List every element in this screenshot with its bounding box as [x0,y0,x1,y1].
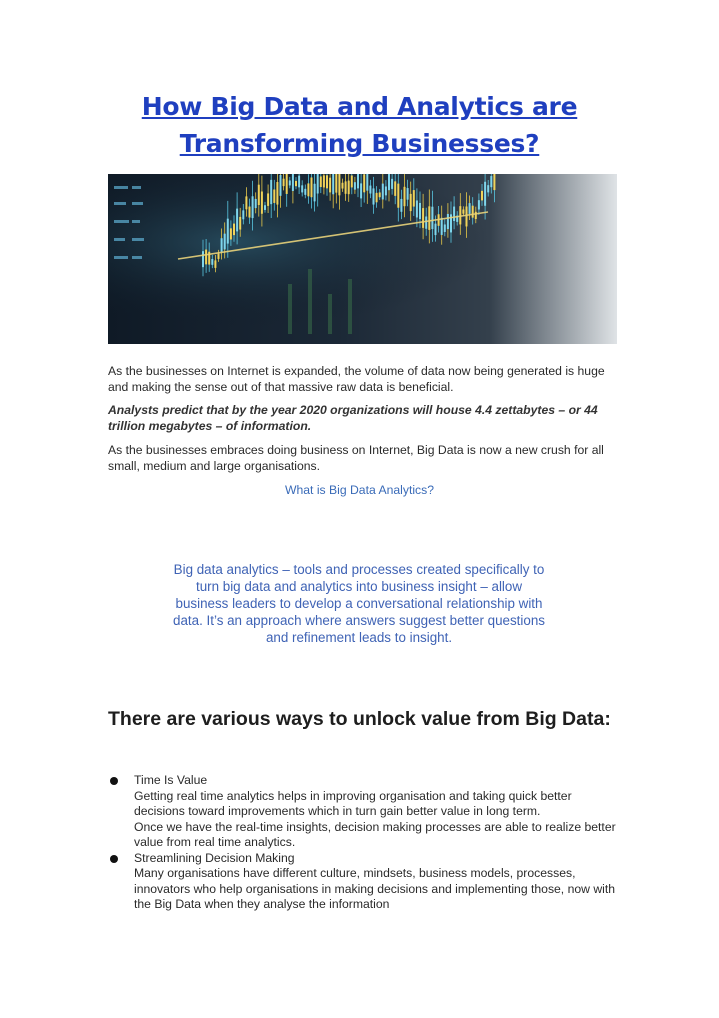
candle-body [376,193,378,202]
candle-body [360,183,362,198]
list-item-title: Streamlining Decision Making [134,850,295,865]
candle-body [261,191,263,213]
candle-body [453,207,455,221]
candle-body [410,194,412,211]
candle-body [388,174,390,190]
candle-body [407,188,409,200]
candle-body [273,189,275,202]
candle-body [363,174,365,192]
candle-body [255,199,257,208]
candle-body [239,217,241,230]
candle-body [348,181,350,195]
candle-body [342,183,344,189]
hero-image [108,174,617,344]
candle-body [326,175,328,188]
candle-body [447,214,449,229]
candle-body [286,174,288,194]
candle-body [391,179,393,189]
candle-body [264,205,266,210]
candle-body [298,176,300,188]
candle-body [323,175,325,187]
crush-paragraph: As the businesses embraces doing business on Internet, Big Data is now a new crush for all small, medium and large organisations. [108,443,604,473]
candle-body [490,176,492,187]
list-item [108,851,618,913]
candle-body [404,187,406,206]
candle-body [379,192,381,197]
candle-body [320,176,322,187]
candle-body [385,186,387,195]
candle-body [475,212,477,219]
list-item-title: Time Is Value [134,773,208,787]
candle-body [258,185,260,205]
candle-body [351,175,353,187]
candle-body [307,183,309,196]
candle-body [332,174,334,194]
candle-body [369,186,371,194]
candle-body [422,208,424,228]
candle-body [444,224,446,231]
bullet-icon [110,855,118,863]
candle-body [218,254,220,259]
candle-body [493,174,495,190]
stock-chart-photo-icon [108,174,617,344]
candle-body [292,174,294,191]
candle-body [481,191,483,201]
candle-body [484,182,486,206]
candle-body [354,182,356,189]
big-data-analytics-link[interactable]: What is Big Data Analytics? [284,483,435,497]
candle-body [382,184,384,200]
candle-body [472,206,474,218]
candle-body [400,199,402,212]
candle-body [221,238,223,252]
candle-body [317,174,319,194]
candle-body [304,189,306,195]
candle-body [431,207,433,229]
section-heading: There are various ways to unlock value from Big Data: [108,708,611,730]
candle-body [335,174,337,193]
candle-body [425,216,427,228]
list-item-text: Getting real time analytics helps in improving organisation and taking quick better decisions toward improvements which in turn gain better value in long term. [134,788,572,818]
candle-body [214,260,216,268]
candle-body [245,196,247,209]
candle-body [227,219,229,244]
candle-body [205,250,207,265]
candle-body [413,190,415,206]
document-title: How Big Data and Analytics are Transforming Businesses? [141,92,578,158]
candle-body [338,174,340,195]
list-item [108,773,618,851]
candle-body [249,207,251,218]
candle-body [311,177,313,197]
candle-body [394,181,396,196]
value-list [108,773,618,913]
prediction-paragraph: Analysts predict that by the year 2020 organizations will house 4.4 zettabytes – or 44 trillion megabytes – of information. [108,403,598,433]
candle-body [357,174,359,188]
candle-body [236,209,238,232]
candle-body [441,218,443,235]
list-item-text: Many organisations have different culture, mindsets, business models, processes, innovators who help organisations in making decisions and implementing those, now with the Big Data when they analyse the information [134,866,616,911]
candle-body [466,206,468,226]
candle-body [345,181,347,193]
candle-body [280,175,282,196]
bullet-icon [110,777,118,785]
candle-body [373,188,375,204]
candle-body [233,224,235,236]
candle-body [289,180,291,185]
candle-body [462,209,464,213]
candle-body [301,185,303,192]
definition-quote: Big data analytics – tools and processes created specifically to turn big data and analytics into business insight – allow business leaders to develop a conversational relationship with data. It’s an approach where answers suggest better questions and refinement leads to insight. [173,562,545,645]
candle-body [230,228,232,239]
candle-body [435,224,437,235]
candle-body [469,203,471,214]
candle-body [252,196,254,218]
candle-body [224,234,226,250]
candle-body [283,179,285,186]
candle-body [366,174,368,191]
candle-body [270,180,272,204]
candle-body [314,184,316,202]
candle-body [267,193,269,205]
candle-body [419,203,421,219]
candle-body [276,182,278,205]
candle-body [478,200,480,209]
candle-body [211,259,213,265]
candle-body [397,184,399,208]
candle-body [416,200,418,217]
candle-body [428,206,430,230]
candle-body [242,210,244,219]
candle-body [487,185,489,192]
list-item-text: Once we have the real-time insights, decision making processes are able to realize better value from real time analytics. [134,819,616,849]
candle-body [202,251,204,267]
candle-body [329,178,331,193]
intro-paragraph: As the businesses on Internet is expanded, the volume of data now being generated is huge and making the sense out of that massive raw data is beneficial. [108,364,605,394]
candle-body [295,181,297,186]
